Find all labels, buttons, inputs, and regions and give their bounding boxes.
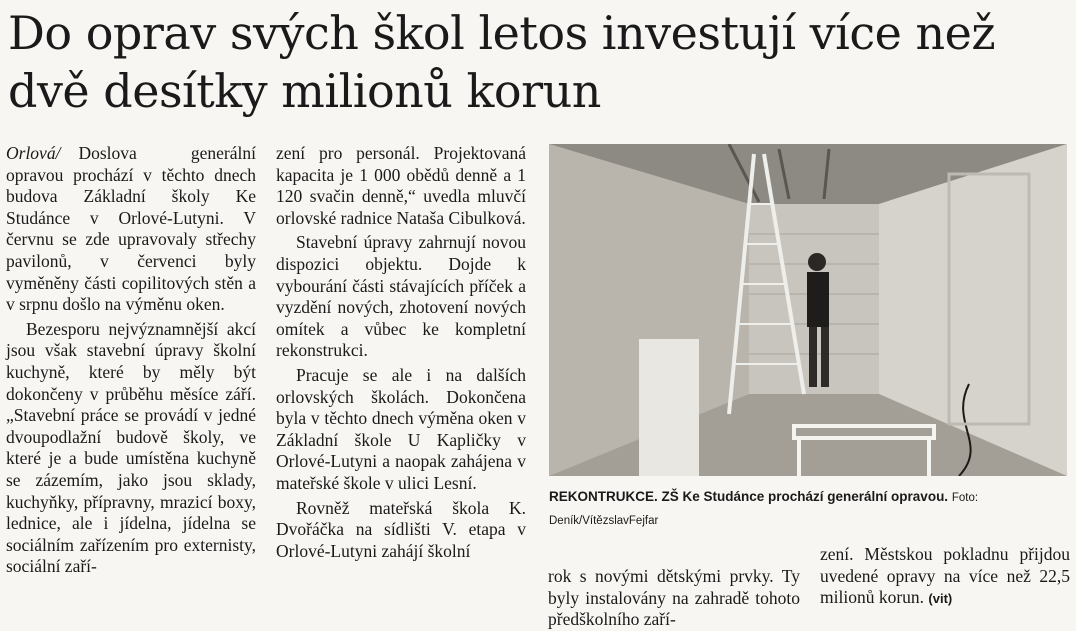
paragraph: zení pro personál. Projektovaná kapacita je 1 000 obědů denně a 1 120 svačin denně,“ uvedla mluvčí orlovské radnice Nataša Cibulková. (276, 143, 526, 228)
paragraph: Pracuje se ale i na dalších orlovských školách. Dokončena byla v těchto dnech výměna oken v Základní škole U Kapličky v Orlové-Lutyni a naopak zahájena v mateřské škole v ulici Lesní. (276, 364, 526, 493)
paragraph (6, 143, 256, 316)
article-column-2 (276, 143, 526, 562)
paragraph-text: Doslova generální opravou prochází v těchto dnech budova Základní školy Ke Studánce v Orlové-Lutyni. V červnu se zde upravovaly střechy pavilonů, v červenci byly vyměněny části copilitových stěn a v srpnu došlo na výměnu oken. (6, 143, 256, 315)
headline: Do oprav svých škol letos investují více než dvě desítky milionů korun (8, 6, 996, 118)
paragraph: Bezesporu nejvýznamnější akcí jsou však stavební úpravy školní kuchyně, které by měly být dokončeny v průběhu měsíce září. „Stavební práce se provádí v jedné dvoupodlažní budově školy, ve které je a bude umístěna kuchyně se zázemím, jako jsou sklady, kuchyňky, přípravny, mrazicí boxy, lednice, ale i jídelna, jídelna se sociálním zařízením pro externisty, sociální zaří- (6, 318, 256, 577)
dateline: Orlová/ (6, 143, 61, 163)
photo-caption (549, 486, 1069, 532)
caption-lead: REKONTRUKCE. ZŠ Ke Studánce prochází generální opravou. (549, 489, 949, 504)
paragraph (820, 544, 1070, 610)
article-photo (549, 144, 1067, 476)
photo-credit: Foto: Deník/VítězslavFejfar (549, 492, 979, 527)
article-column-1 (6, 143, 256, 578)
paragraph: rok s novými dětskými prvky. Ty byly instalovány na zahradě tohoto předškolního zaří- (548, 566, 800, 630)
author-signature: (vit) (928, 591, 953, 607)
paragraph: Stavební úpravy zahrnují novou dispozici objektu. Dojde k vybourání části stávajících příček a vyzdění nových, zhotovení nových omítek a vůbec ke kompletní rekonstrukci. (276, 232, 526, 361)
paragraph: Rovněž mateřská škola K. Dvořáčka na sídlišti V. etapa v Orlové-Lutyni zahájí školní (276, 497, 526, 561)
construction-corridor-photo (549, 144, 1067, 476)
paragraph-text: zení. Městskou pokladnu přijdou uvedené opravy na více než 22,5 milionů korun. (820, 544, 1070, 608)
article-column-3 (548, 566, 800, 631)
article-column-4 (820, 544, 1070, 610)
